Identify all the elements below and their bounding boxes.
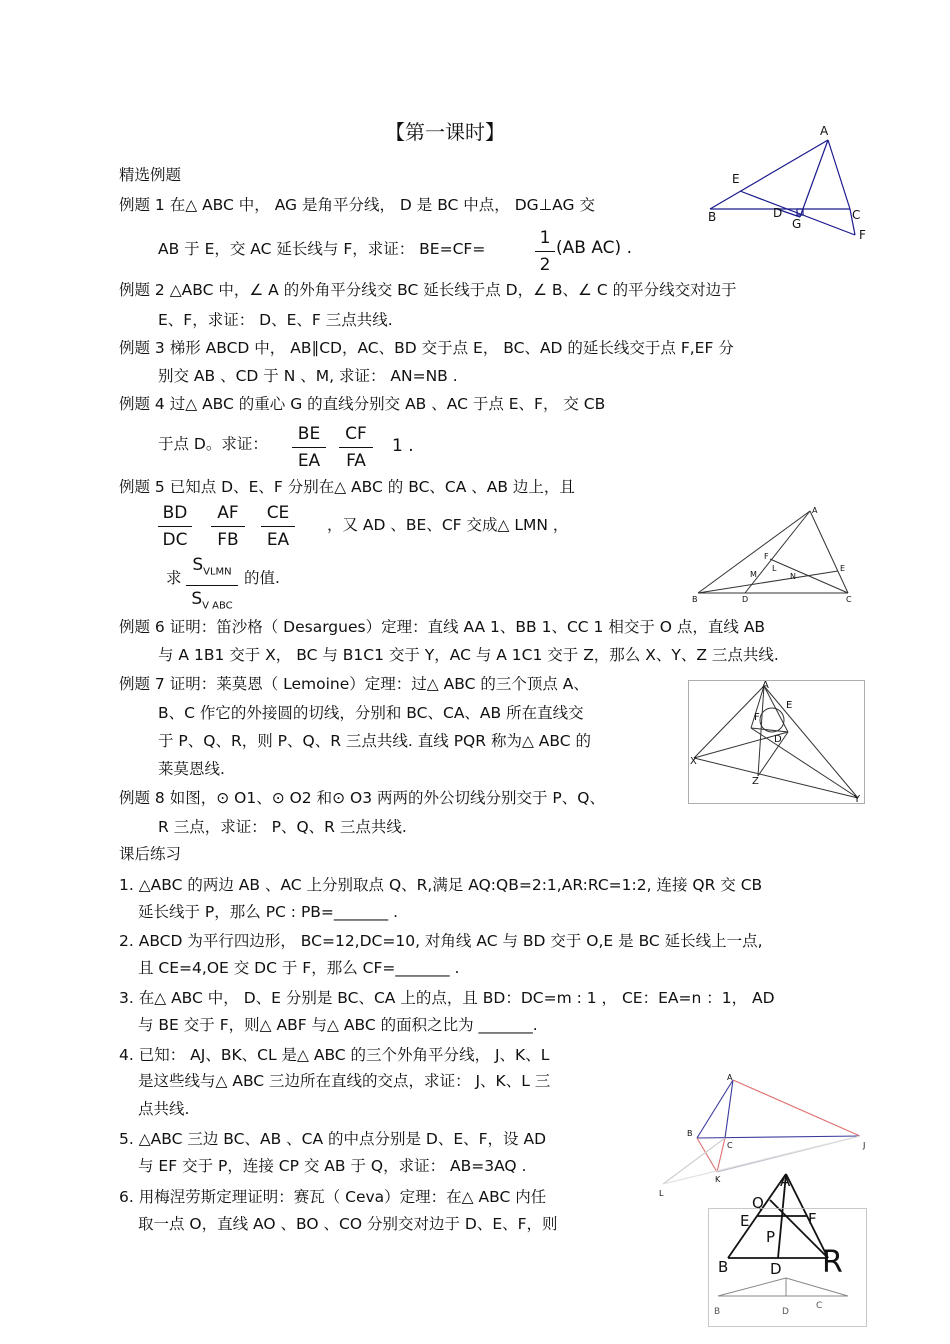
- example-4-line-2: 于点 D。求证：: [158, 435, 268, 453]
- example-4-fraction-be-ea: [292, 422, 326, 473]
- exercise-5-line-1: 5. △ABC 三边 BC、AB 、CA 的中点分别是 D、E、F，设 AD: [119, 1130, 547, 1148]
- example-5-fraction-ce-ea: [261, 501, 295, 552]
- exercise-2-line-2: 且 CE=4,OE 交 DC 于 F，那么 CF=_______ .: [138, 959, 460, 977]
- section-heading-exercises: 课后练习: [119, 845, 182, 863]
- figure-lemoine-circle: [688, 680, 866, 805]
- fig-hw6-label-d: D: [782, 1307, 789, 1317]
- fig1-label-d: D: [773, 206, 783, 220]
- example-2-line-1: 例题 2 △ABC 中，∠ A 的外角平分线交 BC 延长线于点 D，∠ B、∠ C 的平分线交对边于: [119, 281, 737, 299]
- fraction-denominator: EA: [266, 530, 290, 550]
- fig5-label-c: C: [846, 595, 852, 604]
- fig7-label-e: E: [786, 700, 793, 711]
- fig-hw4-label-b: B: [687, 1129, 693, 1138]
- fig-hw5-label-d: D: [770, 1260, 782, 1278]
- exercise-6-line-1: 6. 用梅涅劳斯定理证明：赛瓦（ Ceva）定理：在△ ABC 内任: [119, 1188, 547, 1206]
- fraction-numerator: AF: [217, 503, 239, 523]
- example-8-line-1: 例题 8 如图，⊙ O1、⊙ O2 和⊙ O3 两两的外公切线分别交于 P、Q、: [119, 789, 605, 807]
- exercise-4-line-1: 4. 已知： AJ、BK、CL 是△ ABC 的三个外角平分线， J、K、L: [119, 1046, 550, 1064]
- example-4-tail: 1 .: [392, 436, 414, 456]
- example-7-line-2: B、C 作它的外接圆的切线，分别和 BC、CA、AB 所在直线交: [158, 704, 584, 722]
- fraction-numerator: 1: [539, 228, 551, 248]
- example-6-line-1: 例题 6 证明：笛沙格（ Desargues）定理：直线 AA 1、BB 1、CC 1 相交于 O 点，直线 AB: [119, 618, 766, 636]
- example-7-line-4: 莱莫恩线.: [158, 760, 225, 778]
- fraction-denominator: FA: [346, 451, 366, 471]
- fraction-denominator: EA: [297, 451, 321, 471]
- example-7-line-3: 于 P、Q、R，则 P、Q、R 三点共线. 直线 PQR 称为△ ABC 的: [158, 732, 592, 750]
- example-5-line-1: 例题 5 已知点 D、E、F 分别在△ ABC 的 BC、CA 、AB 边上，且: [119, 478, 575, 496]
- fraction-numerator: BD: [162, 503, 188, 523]
- fraction-numerator: CE: [266, 503, 290, 523]
- example-1-line-2: AB 于 E，交 AC 延长线与 F，求证： BE=CF=: [158, 240, 486, 258]
- example-4-fraction-cf-fa: [339, 422, 373, 473]
- figure-triangle-angle-bisector: [705, 125, 875, 245]
- fraction-numerator: CF: [345, 424, 367, 444]
- exercise-4-line-2: 是这些线与△ ABC 三边所在直线的交点，求证： J、K、L 三: [138, 1072, 551, 1090]
- fig7-label-x: X: [690, 756, 697, 767]
- fig7-label-z: Z: [752, 776, 759, 787]
- exercise-4-line-3: 点共线.: [138, 1100, 190, 1118]
- exercise-6-line-2: 取一点 O，直线 AO 、BO 、CO 分别交对边于 D、E、F，则: [138, 1215, 558, 1233]
- fraction-numerator: $S_{VLMN}$: [192, 555, 232, 578]
- example-5-area-ratio: [186, 553, 238, 619]
- exercise-1-line-1: 1. △ABC 的两边 AB 、AC 上分别取点 Q、R,满足 AQ:QB=2:1,AR:RC=1:2, 连接 QR 交 CB: [119, 876, 763, 894]
- exercise-5-line-2: 与 EF 交于 P，连接 CP 交 AB 于 Q，求证： AB=3AQ .: [138, 1157, 527, 1175]
- fig-hw5-label-a: A: [780, 1172, 791, 1190]
- fig7-label-y: Y: [854, 794, 861, 805]
- fig5-label-d: D: [742, 595, 749, 604]
- fig1-label-e: E: [732, 172, 740, 186]
- fraction-denominator: $S_{V ABC}$: [191, 589, 233, 612]
- example-5-fraction-bd-dc: [158, 501, 192, 552]
- fig5-label-n: N: [790, 572, 796, 581]
- fig5-label-l: L: [772, 564, 777, 573]
- figure-ceva-partial: [708, 1208, 868, 1328]
- example-1-line-1: 例题 1 在△ ABC 中， AG 是角平分线， D 是 BC 中点， DG⊥AG 交: [119, 196, 595, 214]
- fig-hw4-label-c: C: [727, 1141, 733, 1150]
- fig5-label-a: A: [812, 506, 818, 515]
- example-5-line-2-tail: ，又 AD 、BE、CF 交成△ LMN ，: [327, 516, 569, 534]
- example-6-line-2: 与 A 1B1 交于 X， BC 与 B1C1 交于 Y，AC 与 A 1C1 交于 Z，那么 X、Y、Z 三点共线.: [158, 646, 779, 664]
- exercise-3-line-2: 与 BE 交于 F，则△ ABF 与△ ABC 的面积之比为 _______.: [138, 1016, 538, 1034]
- fig1-label-a: A: [820, 125, 829, 138]
- fig-hw5-label-p: P: [766, 1228, 776, 1246]
- fraction-numerator: BE: [297, 424, 321, 444]
- exercise-3-line-1: 3. 在△ ABC 中， D、E 分别是 BC、CA 上的点，且 BD：DC=m : 1 ， CE：EA=n ：1， AD: [119, 989, 775, 1007]
- fig7-label-a: A: [762, 680, 769, 691]
- section-heading-examples: 精选例题: [119, 166, 182, 184]
- example-1-line-2-tail: (AB AC) .: [556, 238, 632, 258]
- example-5-fraction-af-fb: [211, 501, 245, 552]
- figure-triangle-cevians-lmn: [690, 505, 860, 605]
- exercise-1-line-2: 延长线于 P，那么 PC : PB=_______ .: [138, 903, 399, 921]
- fig-hw6-label-b: B: [714, 1307, 721, 1317]
- fig-hw5-label-q: Q: [752, 1194, 764, 1212]
- fig5-label-f: F: [764, 552, 769, 561]
- fig1-label-g: G: [792, 217, 802, 231]
- example-2-line-2: E、F，求证： D、E、F 三点共线.: [158, 311, 393, 329]
- fraction-denominator: DC: [162, 530, 188, 550]
- example-4-line-1: 例题 4 过△ ABC 的重心 G 的直线分别交 AB 、AC 于点 E、F， 交 CB: [119, 395, 606, 413]
- fig-hw4-label-j: J: [863, 1141, 866, 1150]
- fig-hw6-label-c: C: [816, 1301, 823, 1311]
- fig1-label-c: C: [852, 208, 861, 222]
- example-5-ask: 求: [166, 569, 182, 587]
- fig-hw5-label-f: F: [808, 1210, 817, 1228]
- fraction-denominator: 2: [539, 255, 551, 275]
- example-3-line-2: 别交 AB 、CD 于 N 、M, 求证： AN=NB .: [158, 367, 458, 385]
- fig1-label-b: B: [708, 210, 717, 224]
- example-3-line-1: 例题 3 梯形 ABCD 中， AB∥CD，AC、BD 交于点 E， BC、AD 的延长线交于点 F,EF 分: [119, 339, 734, 357]
- fig7-label-d: D: [774, 734, 782, 745]
- fig-hw4-label-l: L: [659, 1189, 664, 1197]
- fig-hw4-label-a: A: [727, 1073, 733, 1082]
- fig5-label-b: B: [692, 595, 698, 604]
- fig7-label-f: F: [754, 712, 760, 723]
- exercise-2-line-1: 2. ABCD 为平行四边形， BC=12,DC=10, 对角线 AC 与 BD 交于 O,E 是 BC 延长线上一点,: [119, 932, 763, 950]
- fig5-label-m: M: [750, 570, 757, 579]
- fig5-label-e: E: [840, 564, 846, 573]
- example-5-ask-tail: 的值.: [244, 569, 280, 587]
- fig1-label-f: F: [859, 228, 866, 242]
- fig-hw4-label-k: K: [715, 1175, 721, 1184]
- page-title: 【第一课时】: [385, 120, 505, 144]
- fraction-denominator: FB: [217, 530, 239, 550]
- fig-hw5-label-b: B: [718, 1258, 729, 1276]
- fig-hw5-label-r: R: [822, 1245, 843, 1280]
- fig-hw5-label-e: E: [740, 1212, 750, 1230]
- example-7-line-1: 例题 7 证明：莱莫恩（ Lemoine）定理：过△ ABC 的三个顶点 A、: [119, 675, 589, 693]
- example-1-fraction: [535, 226, 555, 277]
- example-8-line-2: R 三点，求证： P、Q、R 三点共线.: [158, 818, 407, 836]
